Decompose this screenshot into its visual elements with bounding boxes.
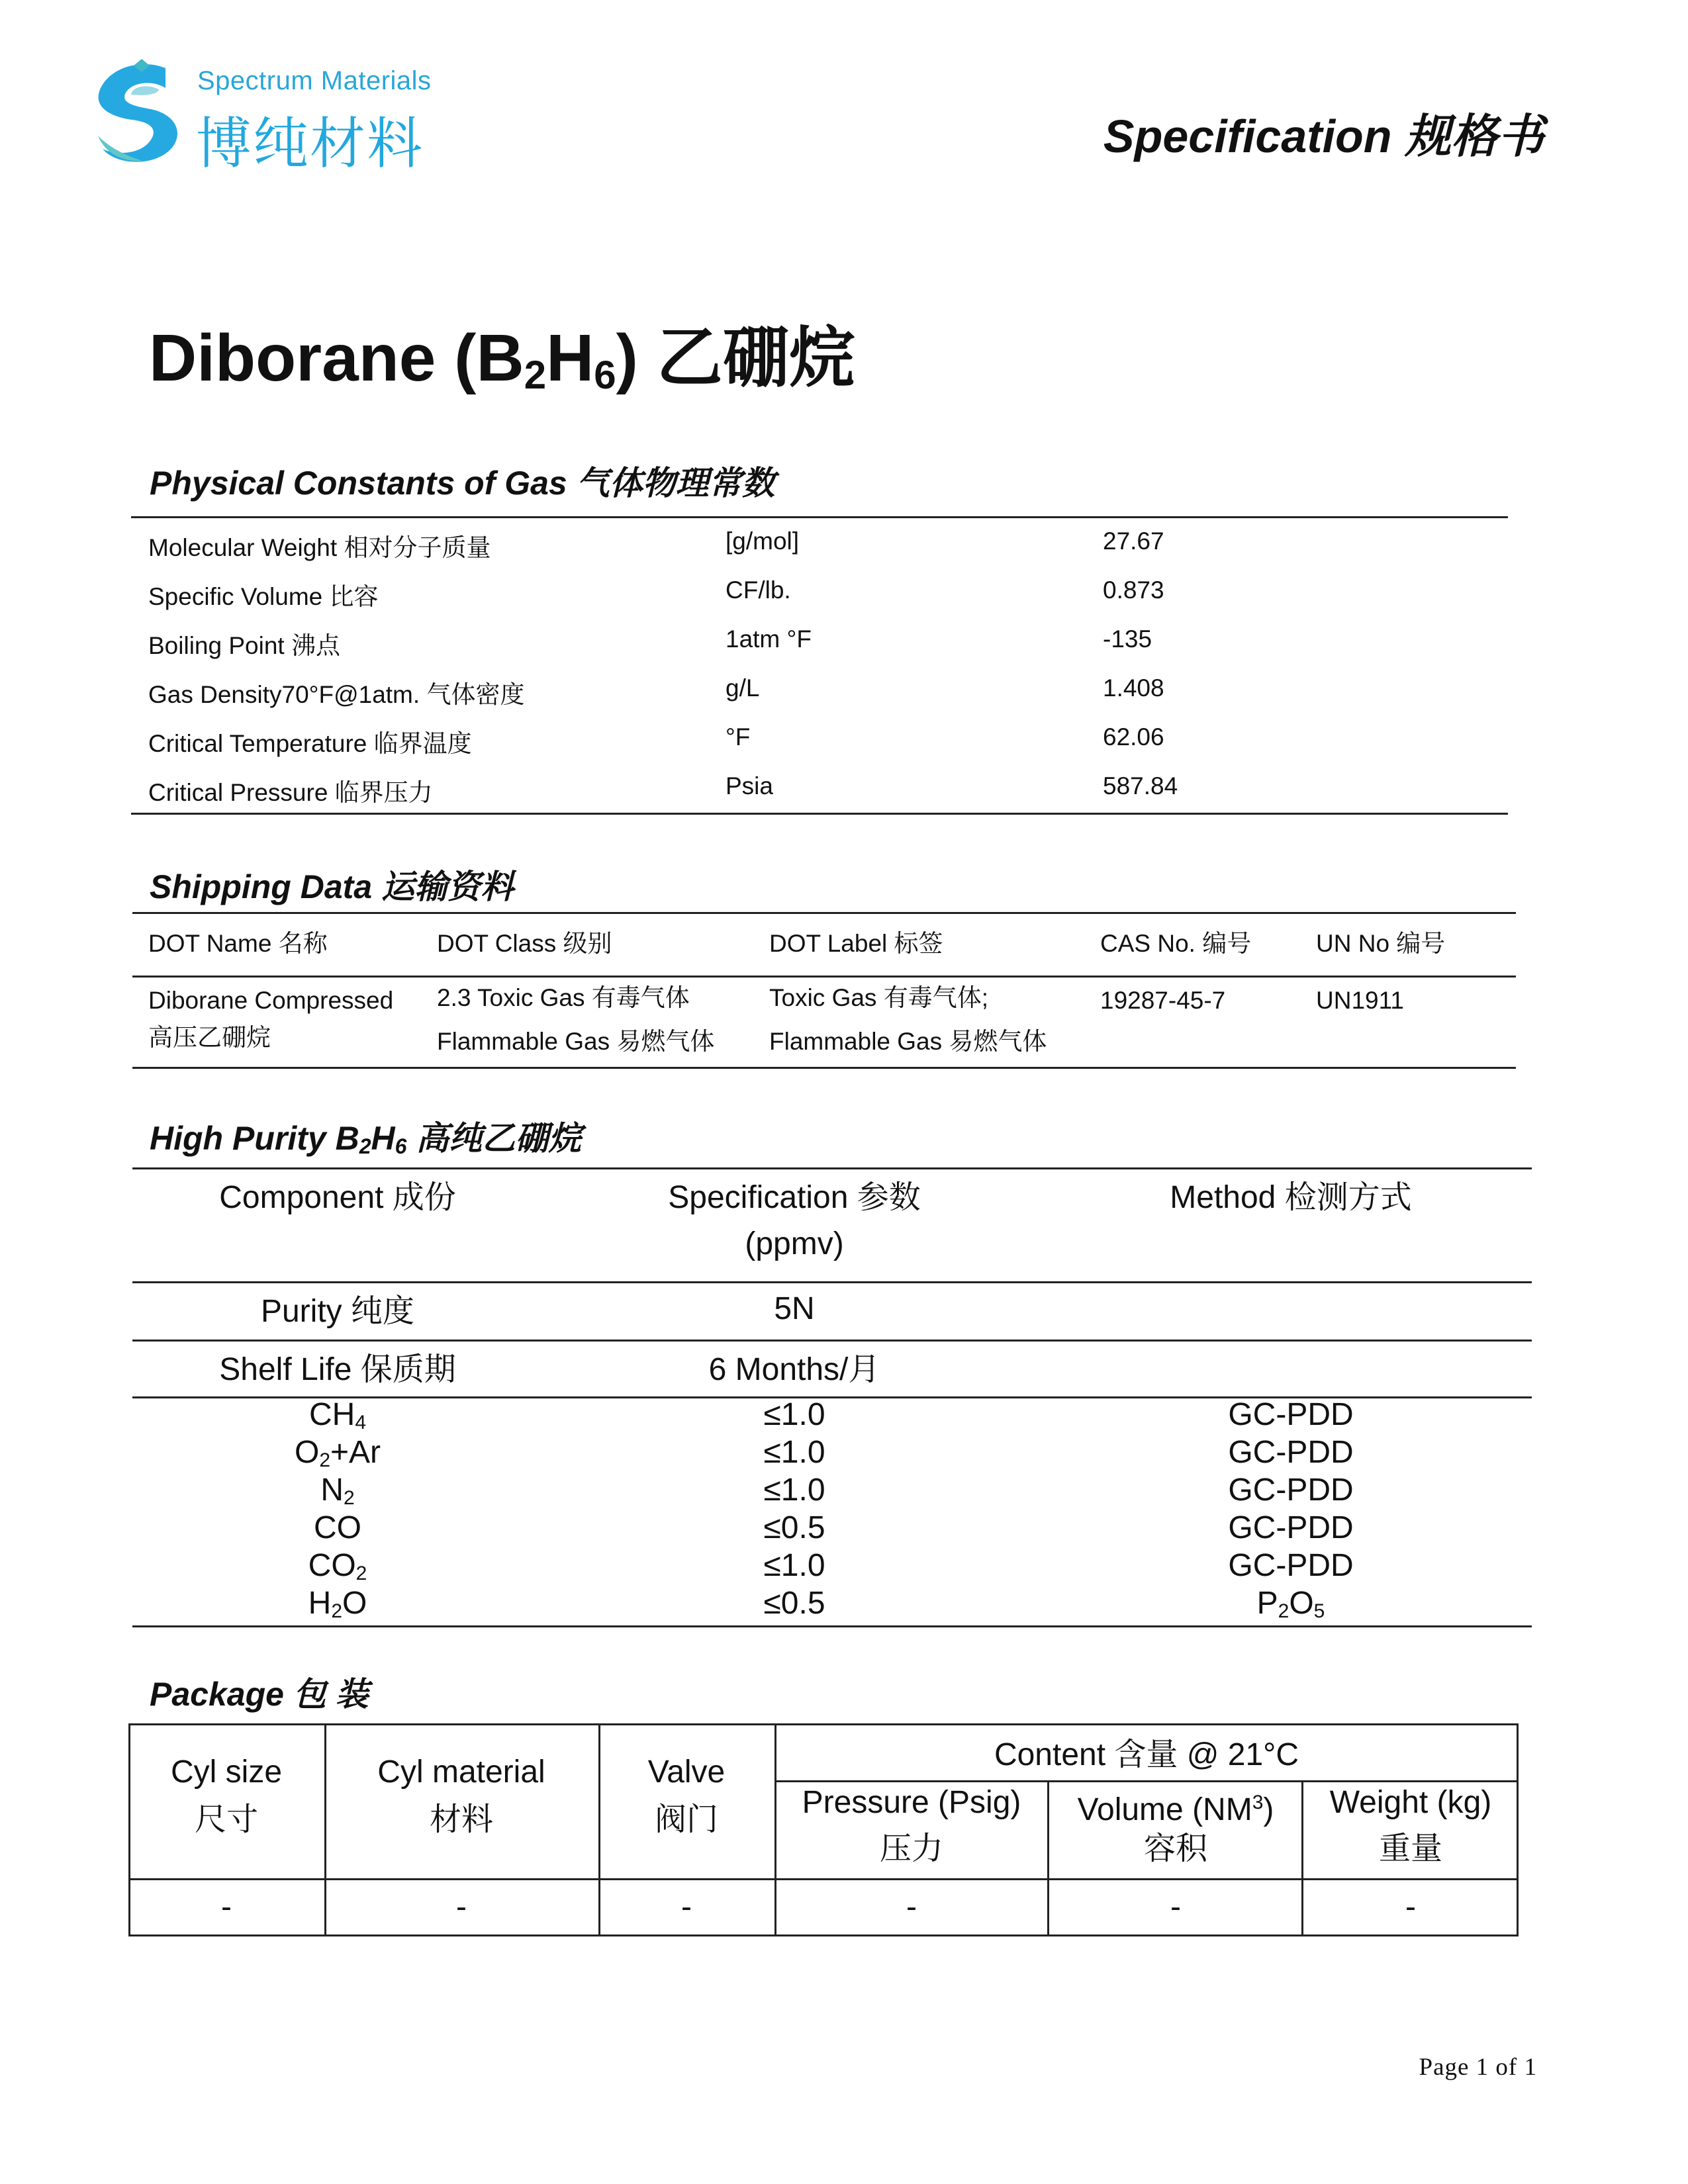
dot-name-en: Diborane Compressed xyxy=(148,987,394,1014)
high-purity-heading: High Purity $B_2H_6$ 高纯乙硼烷 xyxy=(150,1120,582,1158)
valve-value: - xyxy=(681,1889,692,1925)
physical-constants-heading: Physical Constants of Gas 气体物理常数 xyxy=(150,465,775,502)
impurity-row xyxy=(132,1398,1532,1435)
valve-header-zh: 阀门 xyxy=(654,1802,718,1837)
impurity-spec: ≤1.0 xyxy=(763,1397,825,1432)
column-specification: Specification 参数 xyxy=(668,1180,921,1215)
dot-label-2: Flammable Gas 易燃气体 xyxy=(769,1028,1047,1055)
constant-unit: °F xyxy=(726,723,751,751)
impurity-method: GC-PDD xyxy=(1228,1435,1354,1470)
divider xyxy=(132,976,1516,978)
constant-unit: Psia xyxy=(726,772,773,799)
column-method: Method 检测方式 xyxy=(1170,1180,1412,1215)
impurity-method: GC-PDD xyxy=(1228,1548,1354,1583)
dot-name-zh: 高压乙硼烷 xyxy=(148,1024,271,1051)
impurities-table xyxy=(132,1398,1532,1624)
constant-unit: CF/lb. xyxy=(726,576,791,604)
constant-unit: g/L xyxy=(726,674,760,702)
cyl-size-header: Cyl size xyxy=(170,1754,283,1790)
cyl-material-value: - xyxy=(456,1889,467,1925)
page-title: Diborane $(B_2H_6)$ 乙硼烷 xyxy=(149,321,855,397)
constant-value: 0.873 xyxy=(1103,576,1164,604)
shipping-header-un: UN No 编号 xyxy=(1316,930,1446,957)
cyl-material-header: Cyl material xyxy=(377,1754,545,1790)
constant-label: Molecular Weight 相对分子质量 xyxy=(148,534,491,561)
cyl-size-header-zh: 尺寸 xyxy=(194,1802,258,1837)
physical-constant-row xyxy=(148,627,1505,676)
weight-value: - xyxy=(1405,1889,1416,1925)
physical-constant-row xyxy=(148,529,1505,578)
physical-constant-row xyxy=(148,578,1505,627)
logo-text-zh: 博纯材料 xyxy=(196,113,424,175)
column-component: Component 成份 xyxy=(219,1180,456,1215)
impurity-row xyxy=(132,1473,1532,1511)
pressure-header-zh: 压力 xyxy=(879,1831,943,1866)
impurity-spec: ≤1.0 xyxy=(763,1548,825,1583)
valve-header: Valve xyxy=(647,1754,726,1790)
divider xyxy=(132,1625,1532,1627)
shipping-header-class: DOT Class 级别 xyxy=(437,930,612,957)
dot-class-2: Flammable Gas 易燃气体 xyxy=(437,1028,715,1055)
constant-value: -135 xyxy=(1103,625,1152,653)
impurity-row xyxy=(132,1586,1532,1624)
column-specification-unit: (ppmv) xyxy=(745,1226,844,1261)
impurity-method: GC-PDD xyxy=(1228,1397,1354,1432)
constant-label: Specific Volume 比容 xyxy=(148,583,379,610)
dot-label-1: Toxic Gas 有毒气体; xyxy=(769,984,988,1011)
constant-value: 587.84 xyxy=(1103,772,1178,799)
weight-header-zh: 重量 xyxy=(1378,1831,1442,1866)
constant-label: Critical Temperature 临界温度 xyxy=(148,730,472,757)
divider xyxy=(132,1067,1516,1069)
impurity-spec: ≤0.5 xyxy=(763,1586,825,1621)
shipping-header-cas: CAS No. 编号 xyxy=(1100,930,1252,957)
shelf-life-label: Shelf Life 保质期 xyxy=(219,1352,456,1387)
divider xyxy=(132,1167,1532,1169)
cas-number: 19287-45-7 xyxy=(1100,987,1226,1014)
impurity-method: GC-PDD xyxy=(1228,1473,1354,1508)
constant-unit: [g/mol] xyxy=(726,527,800,555)
divider xyxy=(132,1340,1532,1342)
constant-label: Gas Density70°F@1atm. 气体密度 xyxy=(148,681,525,708)
impurity-row xyxy=(132,1549,1532,1586)
constant-value: 62.06 xyxy=(1103,723,1164,751)
constant-value: 27.67 xyxy=(1103,527,1164,555)
physical-constant-row xyxy=(148,774,1505,823)
un-number: UN1911 xyxy=(1316,987,1405,1014)
impurity-component: $N_2$ xyxy=(320,1473,355,1509)
page-number: Page 1 of 1 xyxy=(1419,2054,1537,2081)
cyl-size-value: - xyxy=(221,1889,232,1925)
physical-constants-table xyxy=(148,529,1505,823)
divider xyxy=(774,1780,1519,1782)
dot-class-1: 2.3 Toxic Gas 有毒气体 xyxy=(437,984,690,1011)
constant-label: Critical Pressure 临界压力 xyxy=(148,779,433,806)
impurity-component: $CH_4$ xyxy=(308,1397,366,1433)
volume-header: Volume $(NM^3)$ xyxy=(1077,1792,1274,1827)
constant-label: Boiling Point 沸点 xyxy=(148,632,340,659)
cyl-material-header-zh: 材料 xyxy=(429,1802,493,1837)
constant-value: 1.408 xyxy=(1103,674,1164,702)
impurity-spec: ≤0.5 xyxy=(763,1510,825,1545)
physical-constant-row xyxy=(148,676,1505,725)
impurity-row xyxy=(132,1435,1532,1473)
pressure-header: Pressure (Psig) xyxy=(802,1785,1021,1820)
weight-header: Weight (kg) xyxy=(1329,1785,1492,1820)
shelf-life-value: 6 Months/月 xyxy=(708,1352,880,1387)
document-type: Specification 规格书 xyxy=(1103,111,1544,162)
purity-value: 5N xyxy=(774,1291,815,1326)
package-heading: Package 包 装 xyxy=(150,1676,369,1713)
divider xyxy=(131,516,1508,518)
divider xyxy=(131,813,1508,815)
impurity-spec: ≤1.0 xyxy=(763,1435,825,1470)
physical-constant-row xyxy=(148,725,1505,774)
spectrum-logo-icon xyxy=(86,56,199,169)
shipping-header-name: DOT Name 名称 xyxy=(148,930,328,957)
divider xyxy=(132,912,1516,914)
logo-text-en: Spectrum Materials xyxy=(197,66,432,95)
divider xyxy=(132,1281,1532,1283)
impurity-method: GC-PDD xyxy=(1228,1510,1354,1545)
impurity-component: $CO_2$ xyxy=(308,1548,367,1584)
shipping-header-label: DOT Label 标签 xyxy=(769,930,943,957)
impurity-component: $H_2O$ xyxy=(308,1586,367,1622)
volume-value: - xyxy=(1170,1889,1181,1925)
impurity-row xyxy=(132,1511,1532,1549)
volume-header-zh: 容积 xyxy=(1143,1831,1207,1866)
pressure-value: - xyxy=(906,1889,917,1925)
content-header: Content 含量 @ 21°C xyxy=(994,1737,1299,1772)
impurity-spec: ≤1.0 xyxy=(763,1473,825,1508)
shipping-data-heading: Shipping Data 运输资料 xyxy=(150,868,514,905)
impurity-method: $P_2O_5$ xyxy=(1256,1586,1325,1622)
impurity-component: $O_2+Ar$ xyxy=(294,1435,381,1471)
impurity-component: CO xyxy=(314,1510,361,1545)
constant-unit: 1atm °F xyxy=(726,625,812,653)
purity-label: Purity 纯度 xyxy=(260,1294,415,1329)
divider xyxy=(128,1878,1519,1880)
